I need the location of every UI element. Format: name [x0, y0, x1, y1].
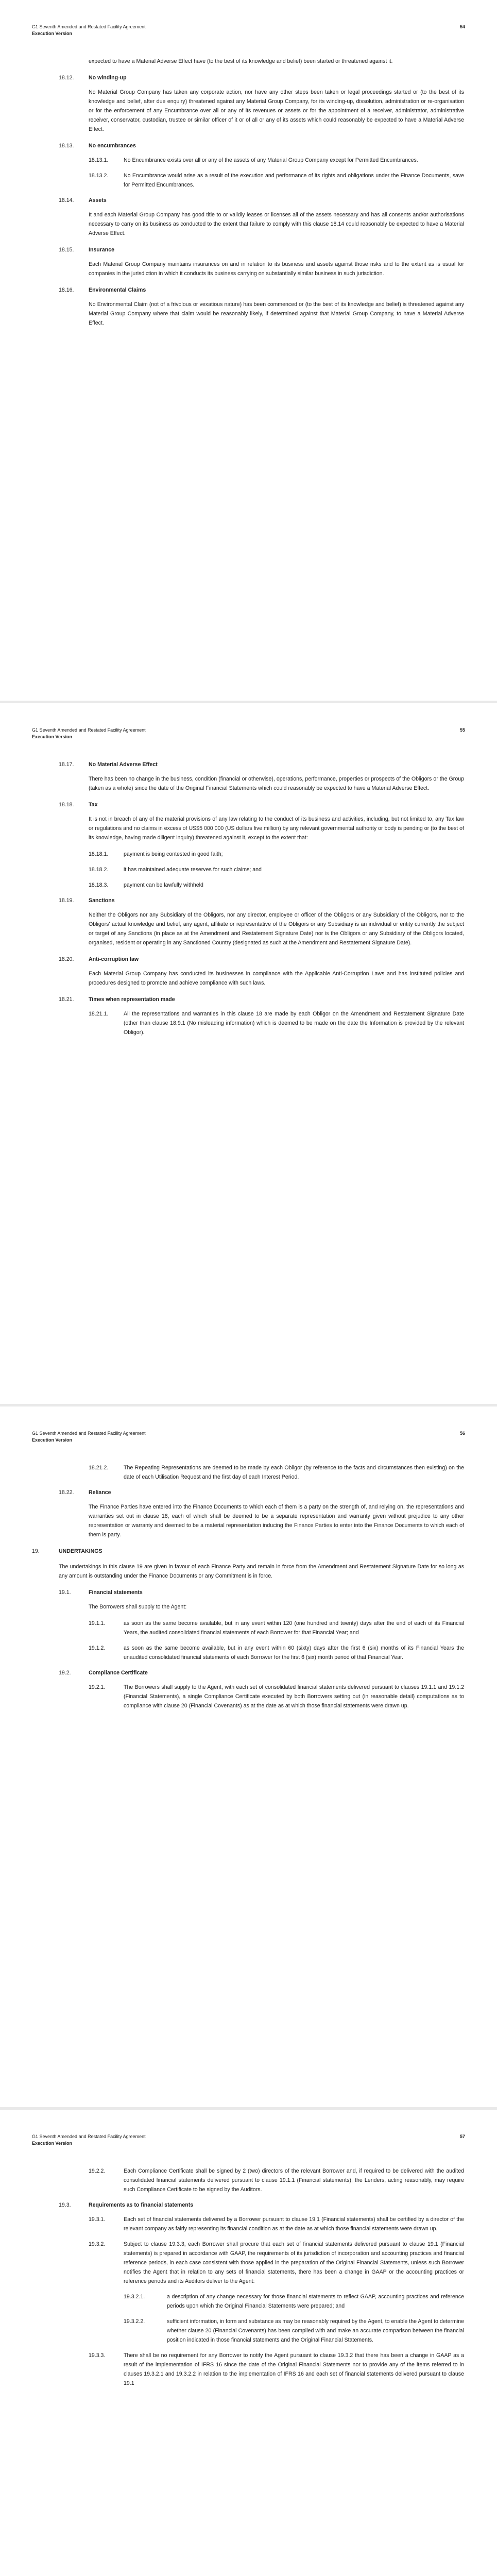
- section-heading: [32, 1547, 464, 1556]
- paragraph: Each Material Group Company maintains insurances on and in relation to its business and assets against those risks and to the extent as is usual for companies in the jurisdiction in which it conducts its business carrying on substantially similar business in such jurisdiction.: [89, 261, 464, 277]
- paragraph: Neither the Obligors nor any Subsidiary of the Obligors, nor any director, employee or officer of the Obligors or any Subsidiary of the Obligors, nor to the Obligors' actual knowledge and belief, any agent, affiliate or representative of the Obligors or any Subsidiary is an individual or entity currently the subject or target of any Sanctions (in place as at the Amendment and Restatement Signature Date) nor is the Obligors or any Subsidiary of the Obligors located, organised, resident or operating in any Sanctioned Country (designated as such at the Amendment and Restatement Signature Date).: [89, 912, 464, 946]
- clause-number: 19.1.2.: [89, 1645, 106, 1651]
- document-title: G1 Seventh Amended and Restated Facility Agreement: [32, 1431, 146, 1436]
- page-54: [0, 0, 497, 701]
- paragraph: Each Material Group Company has conducted its businesses in compliance with the Applicable Anti-Corruption Laws and has instituted policies and procedures designed to promote and achieve compliance with such laws.: [89, 971, 464, 986]
- clause-number: 19.1.1.: [89, 1620, 106, 1626]
- clause-number: 18.20.: [59, 956, 74, 962]
- page-56: [0, 1406, 497, 2107]
- clause-heading: [32, 1668, 464, 1677]
- clause-number: 19.3.2.2.: [124, 2318, 145, 2325]
- paragraph: No Environmental Claim (not of a frivolous or vexatious nature) has been commenced or (to the best of its knowledge and belief) is threatened against any Material Group Company where that claim would be reasonably likely, if determined against that Material Group Company, to have a Material Adverse Effect.: [89, 301, 464, 326]
- page-body: [32, 1463, 464, 1717]
- sub-subclause: [32, 2317, 464, 2345]
- clause-title: Reliance: [89, 1489, 111, 1496]
- document-title: G1 Seventh Amended and Restated Facility Agreement: [32, 727, 146, 733]
- clause-number: 18.13.1.: [89, 157, 109, 163]
- section-title: UNDERTAKINGS: [59, 1548, 102, 1554]
- clause-title: Requirements as to financial statements: [89, 2202, 194, 2208]
- page-header: [32, 1430, 465, 1444]
- clause-heading: [32, 800, 464, 809]
- subclause: [32, 865, 464, 874]
- subclause: [32, 1009, 464, 1037]
- page-header: [32, 24, 465, 37]
- subclause: [32, 1683, 464, 1710]
- version-label: Execution Version: [32, 1437, 73, 1443]
- clause-title: Anti-corruption law: [89, 956, 139, 962]
- subclause: [32, 2215, 464, 2233]
- page-number: 56: [459, 1431, 465, 1436]
- subclause: [32, 2351, 464, 2388]
- page-57: [0, 2110, 497, 2576]
- clause-number: 19.2.1.: [89, 1684, 106, 1690]
- subclause-text: as soon as the same become available, but in any event within 60 (sixty) days after the first 6 (six) months of its Financial Years the unaudited consolidated financial statements of each Borrower for the first 6 (six) month period of that Financial Year.: [124, 1645, 464, 1660]
- clause-title: Compliance Certificate: [89, 1670, 148, 1676]
- paragraph: expected to have a Material Adverse Effect have (to the best of its knowledge and belief) been started or threatened against it.: [89, 58, 393, 64]
- subclause: [32, 156, 464, 165]
- clause-number: 18.15.: [59, 247, 74, 253]
- clause-number: 18.14.: [59, 197, 74, 204]
- version-label: Execution Version: [32, 734, 73, 739]
- sub-subclause: [32, 2292, 464, 2311]
- clause-number: 18.21.1.: [89, 1011, 109, 1017]
- subclause: [32, 1619, 464, 1637]
- clause-number: 18.13.2.: [89, 173, 109, 179]
- clause-title: Financial statements: [89, 1589, 143, 1596]
- page-body: [32, 57, 464, 335]
- clause-number: 18.21.: [59, 996, 74, 1003]
- subclause-text: No Encumbrance would arise as a result of the execution and performance of its rights and obligations under the Finance Documents, save for Permitted Encumbrances.: [124, 173, 464, 188]
- subclause-text: Each set of financial statements delivered by a Borrower pursuant to clause 19.1 (Financial statements) shall be certified by a director of the relevant company as fairly representing its financial condition as at the date as at which those financial statements were drawn up.: [124, 2216, 464, 2232]
- document-title: G1 Seventh Amended and Restated Facility Agreement: [32, 24, 146, 29]
- subclause-text: sufficient information, in form and substance as may be reasonably required by the Agent, to enable the Agent to determine whether clause 20 (Financial Covenants) has been complied with and make an accurate comparison between the financial position indicated in those financial statements and the Original Financial Statements.: [167, 2318, 464, 2343]
- subclause-text: The Repeating Representations are deemed to be made by each Obligor (by reference to the facts and circumstances then existing) on the date of each Utilisation Request and the first day of each Interest Period.: [124, 1465, 464, 1480]
- clause-title: Times when representation made: [89, 996, 175, 1003]
- subclause: [32, 171, 464, 190]
- subclause: [32, 880, 464, 890]
- clause-heading: [32, 1488, 464, 1497]
- clause-title: Environmental Claims: [89, 287, 146, 293]
- clause-heading: [32, 141, 464, 150]
- clause-number: 18.12.: [59, 75, 74, 81]
- clause-title: No winding-up: [89, 75, 127, 81]
- version-label: Execution Version: [32, 2141, 73, 2146]
- clause-number: 18.17.: [59, 761, 74, 768]
- section-number: 19.: [32, 1548, 40, 1554]
- clause-heading: [32, 2200, 464, 2210]
- subclause: [32, 2240, 464, 2286]
- paragraph: The Borrowers shall supply to the Agent:: [89, 1604, 187, 1610]
- clause-heading: [32, 896, 464, 905]
- clause-number: 19.2.2.: [89, 2168, 106, 2174]
- clause-number: 19.1.: [59, 1589, 71, 1596]
- subclause: [32, 850, 464, 859]
- clause-title: Sanctions: [89, 897, 115, 904]
- clause-title: Assets: [89, 197, 107, 204]
- subclause-text: payment is being contested in good faith;: [124, 851, 223, 857]
- subclause-text: payment can be lawfully withheld: [124, 882, 203, 888]
- subclause-text: No Encumbrance exists over all or any of the assets of any Material Group Company except for Permitted Encumbrances.: [124, 157, 418, 163]
- subclause-text: There shall be no requirement for any Borrower to notify the Agent pursuant to clause 19.3.2 that there has been a change in GAAP as a result of the implementation of IFRS 16 since the date of the Original Financial Statements nor to provide any of the items referred to in clauses 19.3.2.1 and 19.3.2.2 in relation to the implementation of IFRS 16 and each set of financial statements delivered pursuant to clause 19.1: [124, 2352, 464, 2386]
- clause-title: No encumbrances: [89, 143, 136, 149]
- subclause-text: Each Compliance Certificate shall be signed by 2 (two) directors of the relevant Borrower and, if required to be delivered with the audited consolidated financial statements delivered pursuant to clause 19.1.1 (Financial statements), the Lenders, acting reasonably, may require such Compliance Certificate to be signed by the Auditors.: [124, 2168, 464, 2193]
- clause-number: 18.18.: [59, 802, 74, 808]
- clause-title: Insurance: [89, 247, 115, 253]
- paragraph: The undertakings in this clause 19 are given in favour of each Finance Party and remain in force from the Amendment and Restatement Signature Date for so long as any amount is outstanding under the Finance Documents or any Commitment is in force.: [59, 1564, 464, 1579]
- clause-number: 19.3.3.: [89, 2352, 106, 2359]
- paragraph: It is not in breach of any of the material provisions of any law relating to the conduct of its business and activities, including, but not limited to, any Tax law or regulations and no claims in excess of US$5 000 000 (US dollars five million) by any relevant governmental authority or body is pending or (to the best of its knowledge, having made diligent inquiry) threatened against it, except to the extent that:: [89, 816, 464, 841]
- subclause-text: Subject to clause 19.3.3, each Borrower shall procure that each set of financial statements delivered pursuant to clause 19.1 (Financial statements) is prepared in accordance with GAAP, the requirements of its jurisdiction of incorporation and accounting practices and financial reference periods, in each case consistent with those applied in the preparation of the Original Financial Statements, unless such Borrower notifies the Agent that in relation to any sets of financial statements, there has been a change in GAAP or the accounting practices or reference periods and its Auditors deliver to the Agent:: [124, 2241, 464, 2284]
- paragraph: There has been no change in the business, condition (financial or otherwise), operations, performance, properties or prospects of the Obligors or the Group (taken as a whole) since the date of the Original Financial Statements which could reasonably be expected to have a Material Adverse Effect.: [89, 776, 464, 791]
- clause-number: 18.18.3.: [89, 882, 109, 888]
- clause-number: 18.13.: [59, 143, 74, 149]
- clause-title: Tax: [89, 802, 98, 808]
- page-header: [32, 727, 465, 740]
- clause-heading: [32, 995, 464, 1004]
- page-header: [32, 2133, 465, 2147]
- clause-number: 19.3.2.1.: [124, 2294, 145, 2300]
- version-label: Execution Version: [32, 31, 73, 36]
- subclause-text: The Borrowers shall supply to the Agent, with each set of consolidated financial statements delivered pursuant to clauses 19.1.1 and 19.1.2 (Financial Statements), a single Compliance Certificate executed by both Borrowers setting out (in reasonable detail) computations as to compliance with clause 20 (Financial Covenants) as at the date as at which those financial statements were drawn up.: [124, 1684, 464, 1709]
- clause-heading: [32, 1588, 464, 1597]
- page-number: 54: [459, 24, 465, 29]
- clause-number: 18.18.2.: [89, 867, 109, 873]
- clause-title: No Material Adverse Effect: [89, 761, 158, 768]
- clause-number: 18.19.: [59, 897, 74, 904]
- subclause-text: All the representations and warranties in this clause 18 are made by each Obligor on the Amendment and Restatement Signature Date (other than clause 18.9.1 (No misleading information) which is deemed to be made on the date the Information is provided by the relevant Obligor).: [124, 1011, 464, 1036]
- clause-number: 19.2.: [59, 1670, 71, 1676]
- subclause-text: as soon as the same become available, but in any event within 120 (one hundred and twenty) days after the end of each of its Financial Years, the audited consolidated financial statements of each Borrower for that Financial Year; and: [124, 1620, 464, 1636]
- clause-heading: [32, 760, 464, 769]
- clause-heading: [32, 73, 464, 82]
- clause-number: 18.21.2.: [89, 1465, 109, 1471]
- paragraph: It and each Material Group Company has good title to or validly leases or licenses all of the assets necessary and has all consents and/or authorisations necessary to carry on its business as conducted to the extent that failure to comply with this clause 18.14 could reasonably be expected to have a Material Adverse Effect.: [89, 212, 464, 236]
- clause-heading: [32, 196, 464, 205]
- clause-heading: [32, 285, 464, 295]
- page-number: 55: [459, 727, 465, 733]
- subclause: [32, 1643, 464, 1662]
- subclause-text: it has maintained adequate reserves for such claims; and: [124, 867, 262, 873]
- page-number: 57: [459, 2134, 465, 2139]
- clause-number: 18.22.: [59, 1489, 74, 1496]
- page-body: [32, 760, 464, 1043]
- page-55: [0, 703, 497, 1404]
- clause-number: 19.3.1.: [89, 2216, 106, 2223]
- subclause: [32, 2166, 464, 2194]
- subclause: [32, 1463, 464, 1482]
- clause-number: 19.3.2.: [89, 2241, 106, 2247]
- paragraph: No Material Group Company has taken any corporate action, nor have any other steps been taken or legal proceedings started or (to the best of its knowledge and belief, after due enquiry) threatened against any Material Group Company, for its winding-up, dissolution, administration or re-organisation or for the enforcement of any Encumbrance over all or any of its revenues or assets or for the appointment of a receiver, administrator, administrative receiver, conservator, custodian, trustee or similar officer of it or of all or any of its assets which could reasonably be expected to have a Material Adverse Effect.: [89, 89, 464, 132]
- paragraph: The Finance Parties have entered into the Finance Documents to which each of them is a party on the strength of, and relying on, the representations and warranties set out in clause 18, each of which shall be deemed to be a separate representation and warranty given without prejudice to any other representation or warranty and deemed to be a material representation inducing the Finance Parties to enter into the Finance Documents to which each of them is party.: [89, 1504, 464, 1538]
- clause-number: 19.3.: [59, 2202, 71, 2208]
- document-title: G1 Seventh Amended and Restated Facility Agreement: [32, 2134, 146, 2139]
- clause-heading: [32, 955, 464, 964]
- clause-number: 18.18.1.: [89, 851, 109, 857]
- subclause-text: a description of any change necessary for those financial statements to reflect GAAP, accounting practices and reference periods upon which the Original Financial Statements were prepared; and: [167, 2294, 464, 2309]
- clause-number: 18.16.: [59, 287, 74, 293]
- clause-heading: [32, 245, 464, 255]
- page-body: [32, 2166, 464, 2394]
